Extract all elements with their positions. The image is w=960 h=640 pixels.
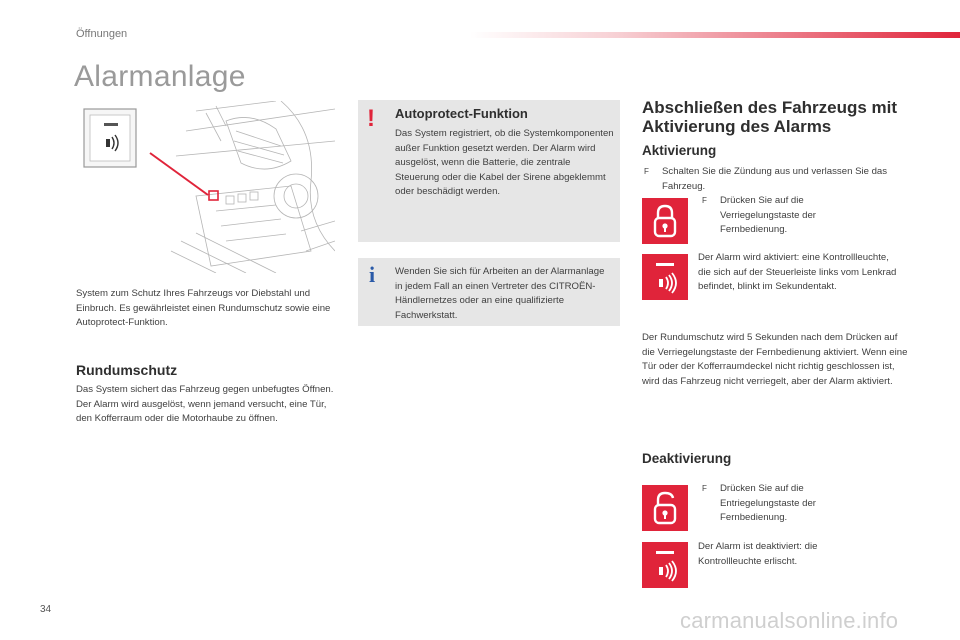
rundumschutz-paragraph: Das System sichert das Fahrzeug gegen unbefugtes Öffnen. Der Alarm wird ausgelöst, wenn jemand versucht, eine Tür, den Kofferraum oder die Motorhaube zu öffnen. [76, 384, 334, 425]
intro-text [76, 287, 336, 331]
dashboard-line-drawing [76, 101, 335, 273]
bullet-icon: F [702, 484, 707, 493]
akt-step-2-text: Drücken Sie auf die Verriegelungstaste der Fernbedienung. [720, 195, 816, 236]
padlock-closed-icon [642, 198, 688, 244]
rundumschutz-text [76, 383, 344, 427]
alarm-off-indicator-icon [642, 542, 688, 588]
akt-note-text: Der Rundumschutz wird 5 Sekunden nach dem Drücken auf die Verriegelungstaste der Fernbedienung aktiviert. Wenn eine Tür oder der Kofferraumdeckel nicht richtig geschlossen ist, wird das Fahrzeug nicht verriegelt, aber der Alarm aktiviert. [642, 332, 908, 387]
lock-key-icon [642, 198, 688, 244]
bullet-icon: F [644, 167, 649, 176]
section-label: Öffnungen [76, 28, 128, 40]
unlock-key-icon [642, 485, 688, 531]
alarm-signal-icon [642, 254, 688, 300]
info-icon: i [369, 262, 376, 287]
deakt-result-text: Der Alarm ist deaktiviert: die Kontrollleuchte erlischt. [698, 541, 818, 567]
akt-result-text: Der Alarm wird aktiviert: eine Kontrollleuchte, die sich auf der Steuerleiste links vom Lenkrad befindet, blinkt im Sekundentakt. [698, 252, 897, 293]
alarm-indicator-icon [642, 254, 688, 300]
bullet-icon: F [702, 196, 707, 205]
autoprotect-paragraph: Das System registriert, ob die Systemkomponenten außer Funktion gesetzt werden. Der Alarm wird ausgelöst, wenn die Batterie, die zentrale Steuerung oder die Kabel der Sirene abgeklemmt oder beschädigt werden. [395, 128, 614, 198]
akt-step-2 [702, 194, 862, 238]
page-number: 34 [40, 604, 52, 615]
deakt-step [702, 482, 862, 526]
deaktivierung-heading: Deaktivierung [642, 451, 732, 466]
padlock-open-icon [642, 485, 688, 531]
deakt-step-text: Drücken Sie auf die Entriegelungstaste der Fernbedienung. [720, 483, 816, 524]
rundumschutz-heading: Rundumschutz [76, 362, 178, 378]
info-paragraph: Wenden Sie sich für Arbeiten an der Alarmanlage in jedem Fall an einen Vertreter des CITROËN-Händlernetzes oder an eine qualifizierte Fachwerkstatt. [395, 266, 605, 321]
warning-icon: ! [367, 105, 375, 132]
info-text [395, 265, 610, 323]
alarm-signal-icon [642, 542, 688, 588]
main-section-heading: Abschließen des Fahrzeugs mit Aktivierung des Alarms [642, 98, 898, 136]
aktivierung-heading: Aktivierung [642, 143, 717, 158]
akt-note [642, 331, 912, 389]
intro-paragraph: System zum Schutz Ihres Fahrzeugs vor Diebstahl und Einbruch. Es gewährleistet einen Rundumschutz sowie eine Autoprotect-Funktion. [76, 288, 331, 329]
deakt-result [698, 540, 858, 569]
header-accent-bar [470, 32, 960, 38]
akt-result [698, 251, 898, 295]
autoprotect-heading: Autoprotect-Funktion [395, 106, 528, 121]
dashboard-illustration [76, 101, 335, 273]
watermark: carmanualsonline.info [680, 608, 899, 633]
page-title: Alarmanlage [74, 60, 246, 93]
akt-step-1 [644, 165, 914, 194]
autoprotect-text [395, 127, 615, 200]
akt-step-1-text: Schalten Sie die Zündung aus und verlassen Sie das Fahrzeug. [662, 166, 888, 192]
